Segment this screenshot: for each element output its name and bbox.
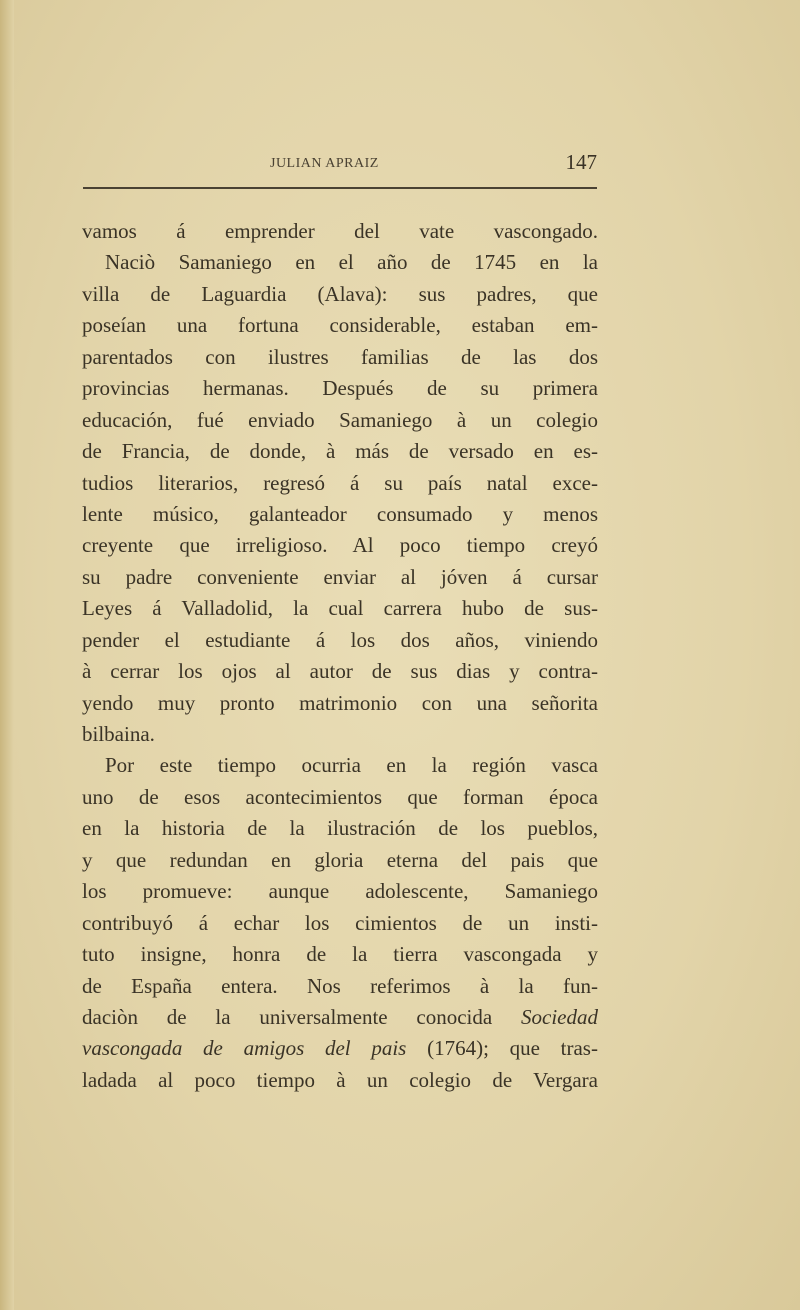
text-line — [82, 216, 598, 247]
text-line — [82, 845, 598, 876]
text-line — [82, 656, 598, 687]
text-line — [82, 719, 598, 750]
line-text: parentados con ilustres familias de las dos — [82, 344, 598, 369]
line-text: uno de esos acontecimientos que forman época — [82, 784, 598, 809]
text-line — [82, 562, 598, 593]
line-text: lente músico, galanteador consumado y menos — [82, 501, 598, 526]
line-text: Por este tiempo ocurria en la región vasca — [105, 753, 598, 778]
page-number: 147 — [565, 150, 597, 174]
line-text: Leyes á Valladolid, la cual carrera hubo de sus- — [82, 596, 598, 621]
text-line — [82, 310, 598, 341]
text-line — [82, 876, 598, 907]
header-rule — [83, 187, 597, 189]
text-line — [82, 688, 598, 719]
page-edge — [0, 0, 14, 1310]
running-title: JULIAN APRAIZ — [270, 156, 379, 171]
line-text: provincias hermanas. Después de su primera — [82, 376, 598, 401]
italic-title: Sociedad — [521, 1004, 598, 1029]
line-text: poseían una fortuna considerable, estaban em- — [82, 313, 598, 338]
line-text: vamos á emprender del vate vascongado. — [82, 219, 598, 243]
text-line — [82, 373, 598, 404]
body-text — [82, 216, 598, 1096]
line-text: tuto insigne, honra de la tierra vascongada y — [82, 942, 598, 967]
line-text: Naciò Samaniego en el año de 1745 en la — [105, 250, 598, 275]
line-text: su padre conveniente enviar al jóven á cursar — [82, 564, 598, 589]
page-header — [83, 150, 597, 176]
line-text: pender el estudiante á los dos años, viniendo — [82, 627, 598, 652]
line-text: daciòn de la universalmente conocida — [82, 1004, 522, 1029]
text-line — [82, 1033, 598, 1064]
text-line — [82, 782, 598, 813]
line-text: yendo muy pronto matrimonio con una señorita — [82, 690, 598, 715]
line-text: en la historia de la ilustración de los pueblos, — [82, 816, 598, 841]
line-text: de Francia, de donde, à más de versado en es- — [82, 439, 598, 464]
line-text: creyente que irreligioso. Al poco tiempo creyó — [82, 533, 598, 558]
line-text: villa de Laguardia (Alava): sus padres, que — [82, 281, 598, 306]
line-text: bilbaina. — [82, 722, 155, 746]
line-text: tudios literarios, regresó á su país natal exce- — [82, 470, 598, 495]
text-line — [82, 405, 598, 436]
line-text: de España entera. Nos referimos à la fun- — [82, 973, 598, 998]
text-line — [82, 499, 598, 530]
text-line — [82, 530, 598, 561]
text-line — [82, 813, 598, 844]
text-line — [82, 939, 598, 970]
italic-title: vascongada de amigos del pais — [82, 1036, 407, 1061]
text-line — [82, 750, 598, 781]
line-text: educación, fué enviado Samaniego à un colegio — [82, 407, 598, 432]
line-text: à cerrar los ojos al autor de sus dias y contra- — [82, 659, 598, 684]
line-text: ladada al poco tiempo à un colegio de Vergara — [82, 1067, 598, 1092]
text-line — [82, 436, 598, 467]
text-line — [82, 908, 598, 939]
line-text: los promueve: aunque adolescente, Samaniego — [82, 879, 598, 904]
text-line — [82, 468, 598, 499]
text-line — [82, 625, 598, 656]
line-text-after: (1764); que tras- — [406, 1036, 598, 1061]
text-line — [82, 342, 598, 373]
text-line — [82, 1065, 598, 1096]
text-line — [82, 971, 598, 1002]
text-line — [82, 279, 598, 310]
text-line — [82, 247, 598, 278]
text-line — [82, 1002, 598, 1033]
line-text: y que redundan en gloria eterna del pais que — [82, 847, 598, 872]
text-line — [82, 593, 598, 624]
line-text: contribuyó á echar los cimientos de un insti- — [82, 910, 598, 935]
